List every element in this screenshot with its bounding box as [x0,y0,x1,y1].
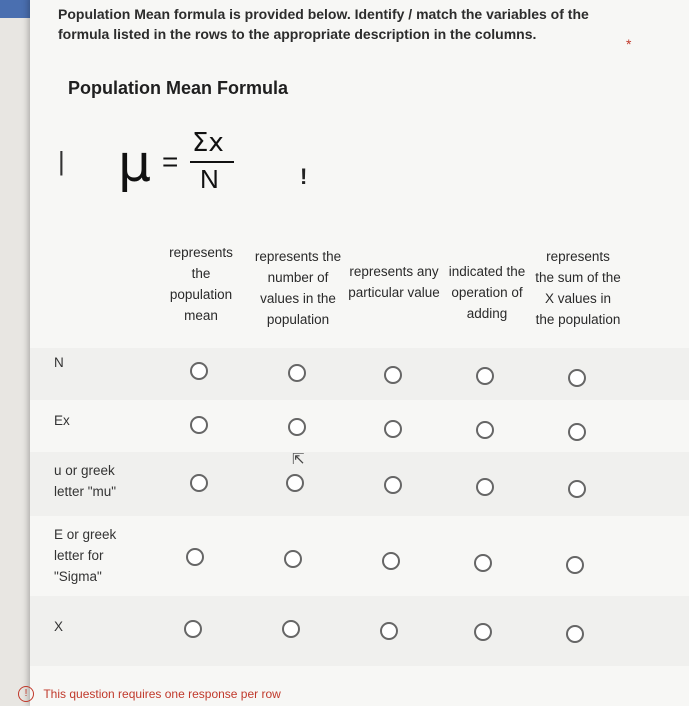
formula-title: Population Mean Formula [68,78,289,98]
radio-ex-sum-of-x[interactable] [568,423,586,441]
radio-x-population-mean[interactable] [184,620,202,638]
radio-ex-number-of-values[interactable] [288,418,306,436]
radio-n-population-mean[interactable] [190,362,208,380]
radio-mu-population-mean[interactable] [190,474,208,492]
column-header: represents the sum of the X values in the population [535,249,621,327]
question-text: Population Mean formula is provided below. Identify / match the variables of the formula listed in the rows to the appropriate description in the columns. [58,6,589,42]
exclamation-mark: ! [300,164,308,189]
radio-mu-sum-of-x[interactable] [568,480,586,498]
radio-mu-operation-adding[interactable] [476,478,494,496]
radio-x-operation-adding[interactable] [474,623,492,641]
fraction-line [190,161,234,163]
formula-numerator: Σx [192,128,224,158]
equals-sign: = [162,146,179,177]
row-label-n: N [54,355,64,370]
formula-denominator: N [200,164,219,194]
mu-symbol: μ [118,134,152,194]
radio-sigma-particular-value[interactable] [382,552,400,570]
validation-text: This question requires one response per row [43,687,281,701]
population-mean-formula [118,128,248,198]
radio-n-sum-of-x[interactable] [568,369,586,387]
mouse-pointer-icon: ⇱ [292,451,305,468]
column-header: indicated the operation of adding [448,264,526,321]
required-asterisk: * [626,36,632,52]
radio-x-number-of-values[interactable] [282,620,300,638]
table-row [30,516,689,596]
radio-sigma-sum-of-x[interactable] [566,556,584,574]
radio-n-operation-adding[interactable] [476,367,494,385]
radio-n-number-of-values[interactable] [288,364,306,382]
radio-x-particular-value[interactable] [380,622,398,640]
radio-sigma-operation-adding[interactable] [474,554,492,572]
radio-ex-operation-adding[interactable] [476,421,494,439]
radio-sigma-population-mean[interactable] [186,548,204,566]
radio-mu-particular-value[interactable] [384,476,402,494]
radio-ex-population-mean[interactable] [190,416,208,434]
question-card [30,0,689,706]
row-label-ex: Ex [54,413,70,428]
row-label-sigma: E or greek letter for "Sigma" [54,527,117,584]
radio-ex-particular-value[interactable] [384,420,402,438]
alert-icon: ! [18,686,34,702]
radio-sigma-number-of-values[interactable] [284,550,302,568]
radio-x-sum-of-x[interactable] [566,625,584,643]
column-header: represents the population mean [169,245,233,323]
row-label-x: X [54,619,64,634]
row-label-mu: u or greek letter "mu" [54,463,117,499]
column-header: represents the number of values in the population [254,249,342,327]
radio-n-particular-value[interactable] [384,366,402,384]
radio-mu-number-of-values[interactable] [286,474,304,492]
column-header: represents any particular value [348,264,440,300]
formula-side-bar: | [58,146,65,176]
